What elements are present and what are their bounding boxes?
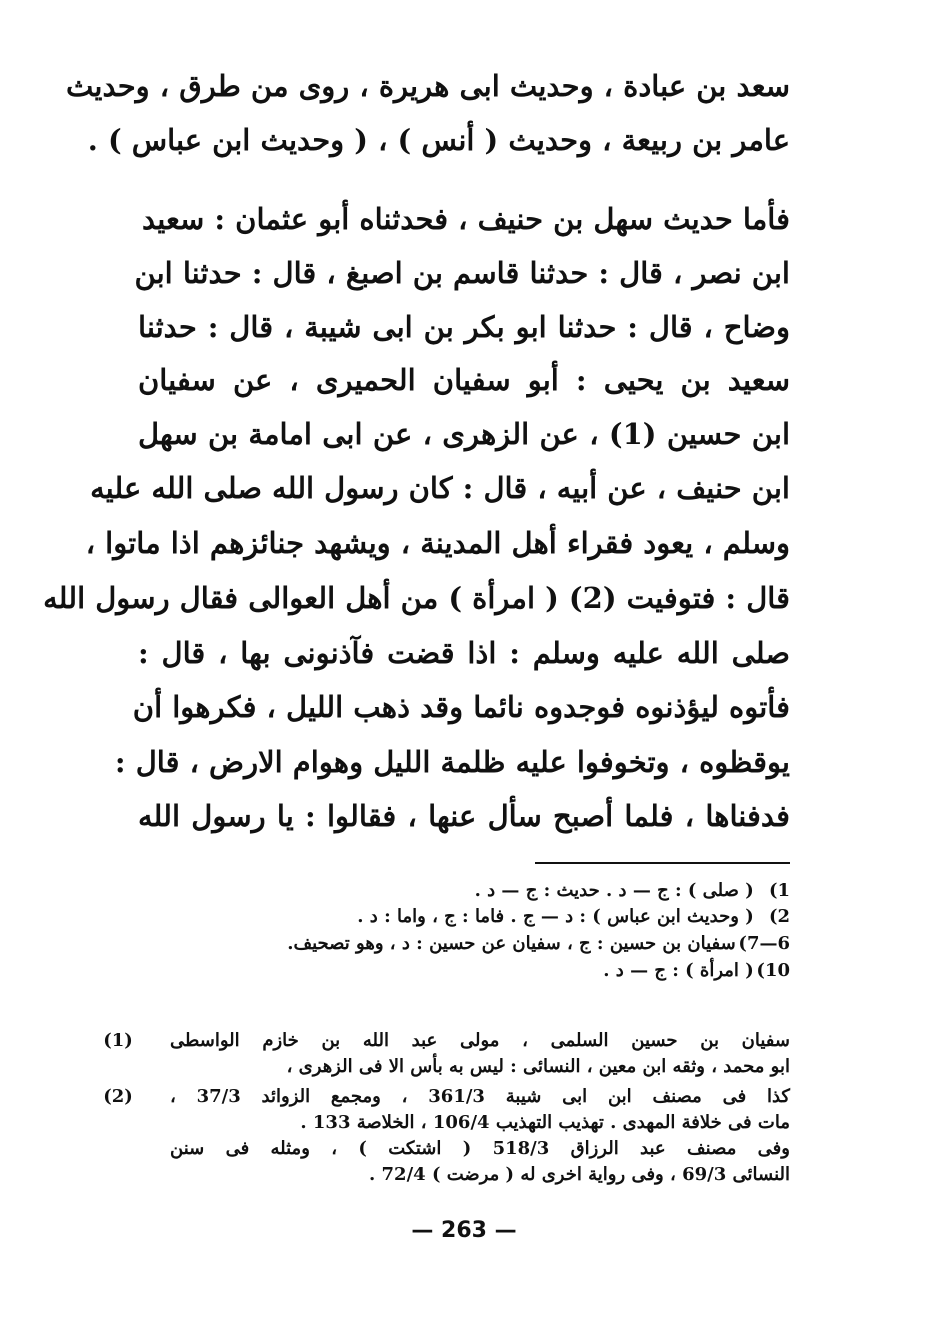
footnote-line: النسائى 69/3 ، وفى رواية اخرى له ( مرضت ) 72/4 .: [368, 1164, 790, 1185]
body-line: ابن حنيف ، عن أبيه ، قال : كان رسول الله صلى الله عليه: [90, 471, 790, 505]
body-line: قال : فتوفيت (2) ( امرأة ) من أهل العوالى فقال رسول الله: [43, 581, 790, 615]
body-line: عامر بن ربيعة ، وحديث ( أنس ) ، ( وحديث ابن عباس ) .: [87, 123, 790, 157]
variant-note-number: 6—7): [738, 933, 790, 954]
body-line: سعيد بن يحيى : أبو سفيان الحميرى ، عن سفيان: [138, 363, 790, 397]
body-line: وضاح ، قال : حدثنا ابو بكر بن ابى شيبة ، قال : حدثنا: [138, 310, 790, 344]
footnote-line: كذا فى مصنف ابن ابى شيبة 361/3 ، ومجمع الزوائد 37/3 ،: [170, 1086, 790, 1107]
variant-note: [135, 908, 790, 926]
variant-note-text: سفيان بن حسين : ج ، سفيان عن حسين : د ، وهو تصحيف.: [287, 933, 736, 954]
footnote-number: (1): [103, 1030, 133, 1051]
body-line: ابن نصر ، قال : حدثنا قاسم بن اصبغ ، قال : حدثنا ابن: [134, 256, 790, 290]
variant-note-number: 1): [768, 880, 790, 901]
body-line: ابن حسين (1) ، عن الزهرى ، عن ابى امامة بن سهل: [138, 417, 790, 451]
footnote-line: سفيان بن حسين السلمى ، مولى عبد الله بن خازم الواسطى: [170, 1030, 790, 1051]
footnote-number: (2): [103, 1086, 133, 1107]
body-line: يوقظوه ، وتخوفوا عليه ظلمة الليل وهوام الارض ، قال :: [114, 745, 790, 779]
footnote-separator: [535, 862, 790, 864]
variant-note-text: ( وحديث ابن عباس ) : د — ج . فاما : ج ، واما : د .: [357, 906, 754, 927]
footnote-line: وفى مصنف عبد الرزاق 518/3 ( اشتكت ) ، ومثله فى سنن: [170, 1138, 790, 1159]
variant-note: [135, 882, 790, 900]
body-line: فأتوه ليؤذنوه فوجدوه نائما وقد ذهب الليل ، فكرهوا أن: [132, 690, 790, 724]
variant-note-number: 2): [768, 906, 790, 927]
body-line: فأما حديث سهل بن حنيف ، فحدثناه أبو عثمان : سعيد: [142, 202, 790, 236]
variant-note-text: ( امرأة ) : ج — د .: [603, 960, 754, 981]
body-line: وسلم ، يعود فقراء أهل المدينة ، ويشهد جنائزهم اذا ماتوا ،: [85, 526, 790, 560]
variant-note-text: ( صلى ) : ج — د . حديث : ج — د .: [474, 880, 754, 901]
variant-note: [135, 962, 790, 980]
body-line: فدفناها ، فلما أصبح سأل عنها ، فقالوا : يا رسول الله: [138, 799, 790, 833]
variant-note-number: 10): [756, 960, 790, 981]
page-number: — 263 —: [411, 1218, 517, 1243]
body-line: صلى الله عليه وسلم : اذا قضت فآذنونى بها ، قال :: [138, 636, 790, 670]
footnote-line: ابو محمد ، وثقه ابن معين ، النسائى : ليس به بأس الا فى الزهرى ،: [286, 1056, 790, 1077]
footnote-line: مات فى خلافة المهدى . تهذيب التهذيب 106/4 ، الخلاصة 133 .: [300, 1112, 790, 1133]
body-line: سعد بن عبادة ، وحديث ابى هريرة ، روى من طرق ، وحديث: [65, 69, 790, 103]
variant-note: [135, 935, 790, 953]
